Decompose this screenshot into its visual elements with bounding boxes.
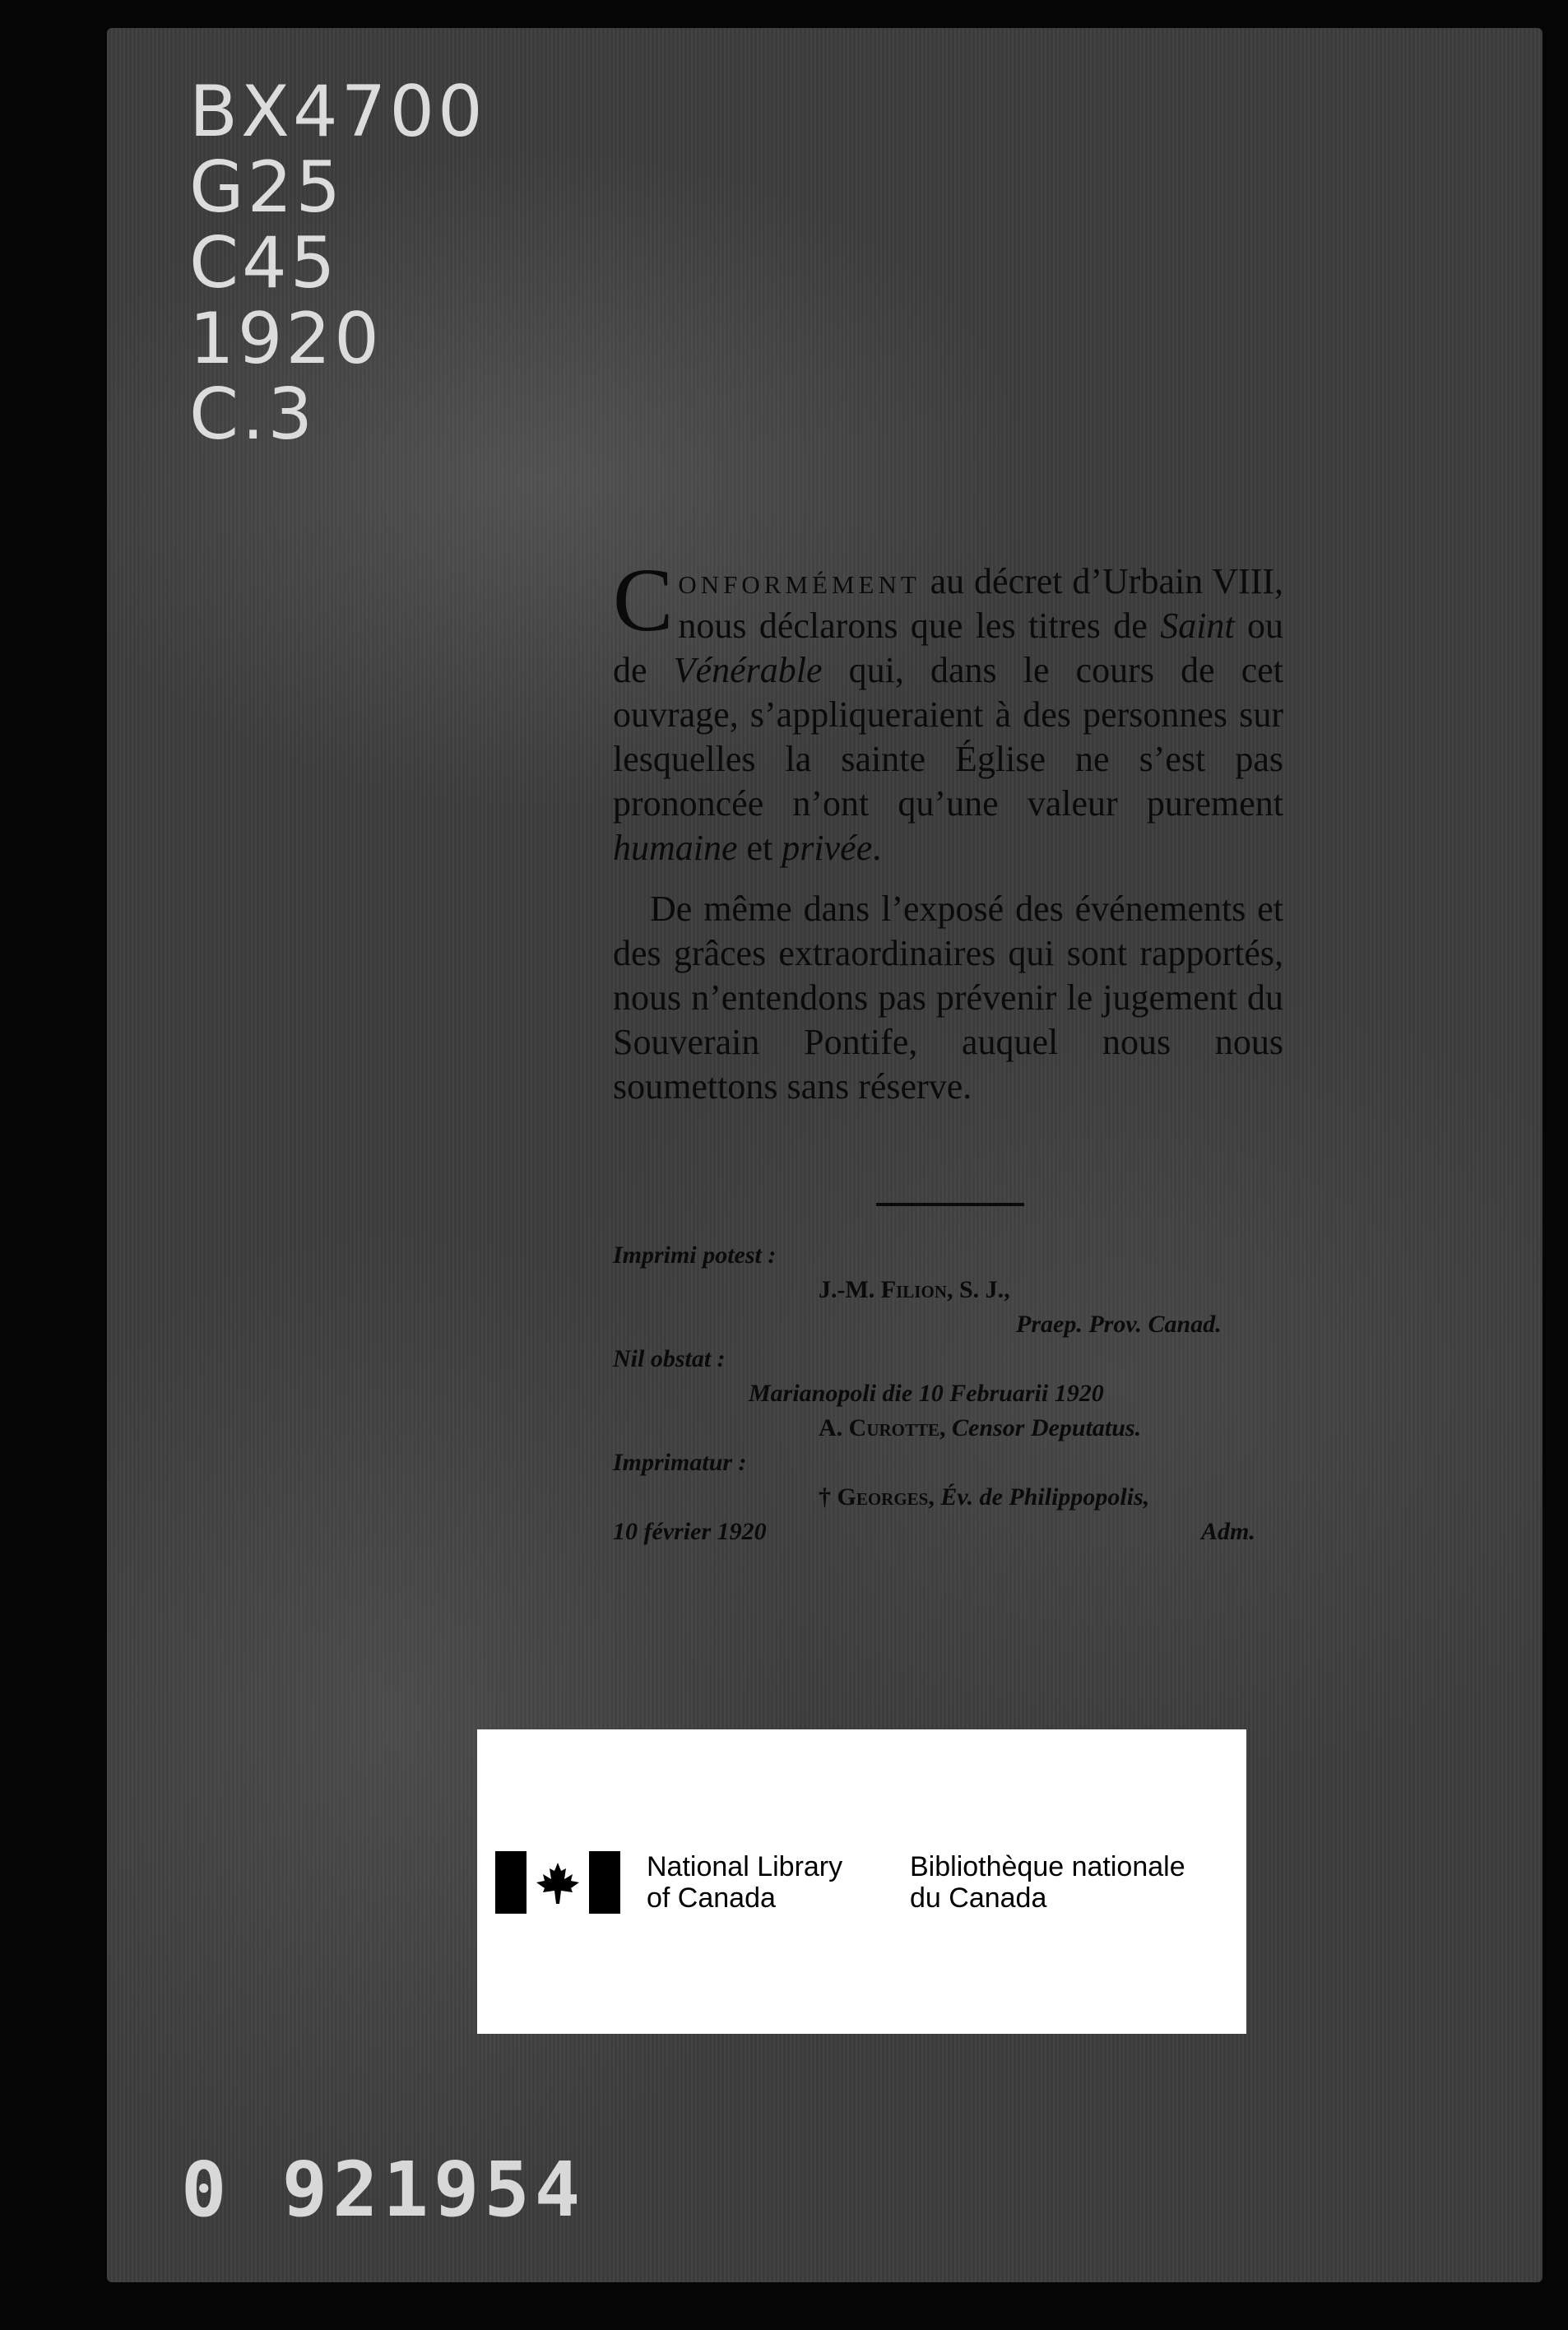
call-number: [189, 71, 486, 456]
call-number-line: C.3: [189, 374, 317, 456]
notice-paragraph-1: [613, 550, 1284, 870]
library-en-line: National Library: [647, 1851, 843, 1882]
bishop-title: Év. de Philippopolis,: [940, 1483, 1150, 1511]
censor-title: Censor Deputatus.: [952, 1414, 1142, 1441]
nil-obstat-place: Marianopoli die 10 Februarii 1920: [749, 1380, 1104, 1407]
approbations: [613, 1238, 1287, 1549]
library-name-french: [910, 1851, 1185, 1914]
library-en-line: of Canada: [647, 1882, 776, 1914]
library-fr-line: Bibliothèque nationale: [910, 1851, 1185, 1882]
divider-rule: [876, 1203, 1024, 1206]
notice-italic: Saint: [1160, 606, 1235, 646]
call-number-line: C45: [189, 222, 339, 304]
notice-text: .: [872, 828, 882, 868]
notice-text: qui, dans le cours de cet ouvrage, s’appliqueraient à des personnes sur lesquelles la sainte Église ne s’est pas prononcée n’ont qu’une valeur purement: [613, 650, 1284, 824]
maple-leaf-icon: [536, 1863, 579, 1904]
call-number-line: BX4700: [189, 71, 486, 153]
call-number-line: G25: [189, 146, 345, 229]
accession-number-stamp: 0 921954: [181, 2146, 586, 2234]
censor-name: A. Curotte,: [819, 1414, 946, 1441]
call-number-line: 1920: [189, 298, 383, 380]
imprimi-name: J.-M. Filion, S. J.,: [819, 1276, 1010, 1303]
bishop-name: † Georges,: [819, 1483, 935, 1511]
imprimatur-date: 10 février 1920: [613, 1518, 767, 1545]
canada-flag-icon: [495, 1851, 620, 1914]
library-label: [477, 1729, 1246, 2034]
imprimi-label: Imprimi potest :: [613, 1242, 777, 1269]
library-fr-line: du Canada: [910, 1882, 1047, 1914]
smallcaps-lead: onformément: [678, 561, 921, 601]
imprimatur-label: Imprimatur :: [613, 1449, 747, 1476]
notice-text: et: [737, 828, 782, 868]
notice-italic: privée: [782, 828, 873, 868]
bishop-adm: Adm.: [1201, 1518, 1255, 1545]
library-name-english: [647, 1851, 842, 1914]
nil-obstat-label: Nil obstat :: [613, 1345, 726, 1372]
imprimi-title: Praep. Prov. Canad.: [1016, 1311, 1222, 1338]
notice-italic: Vénérable: [673, 650, 823, 690]
declaration-notice: [613, 550, 1284, 1126]
drop-cap: C: [613, 550, 674, 650]
notice-text: au décret d’Urbain VIII, nous déclarons que les titres de: [678, 561, 1283, 646]
notice-text: ou de: [613, 606, 1284, 690]
notice-paragraph-2: De même dans l’exposé des événements et des grâces extraordinaires qui sont rapportés, nous n’entendons pas prévenir le jugement du Souverain Pontife, auquel nous nous soumettons sans réserve.: [613, 889, 1283, 1107]
notice-italic: humaine: [613, 828, 738, 868]
